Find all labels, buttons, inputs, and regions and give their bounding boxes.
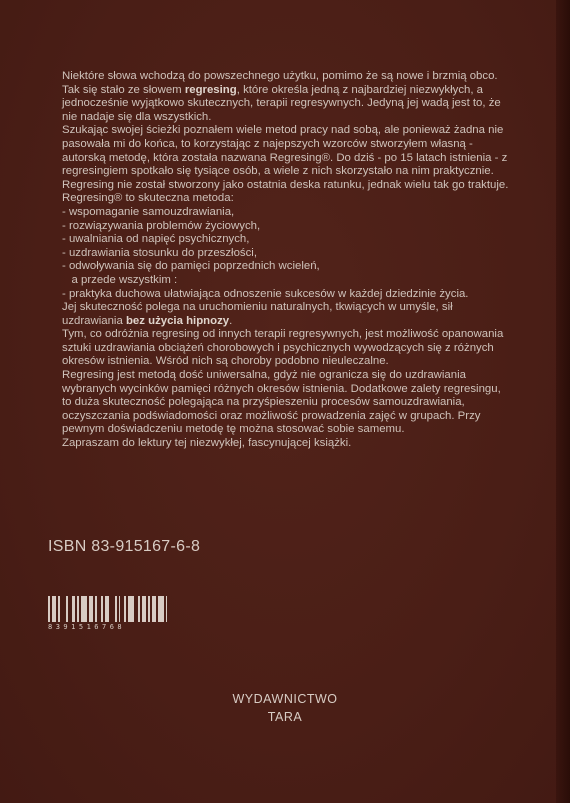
blurb-paragraph-5: Tym, co odróżnia regresing od innych terapii regresywnych, jest możliwość opanowania sztuki uzdrawiania obciążeń chorobowych i psychicznych wywodzących się z różnych okresów istnienia. Wśród nich są choroby podobno nieuleczalne. (62, 328, 504, 368)
blurb-paragraph-7: Zapraszam do lektury tej niezwykłej, fascynującej książki. (62, 437, 352, 450)
barcode-bar (167, 596, 171, 622)
publisher-line-1: WYDAWNICTWO (232, 692, 338, 706)
barcode (48, 596, 172, 622)
list-item: - rozwiązywania problemów życiowych, (62, 219, 261, 232)
cover-edge (556, 0, 570, 803)
blurb-paragraph-4: Jej skuteczność polega na uruchomieniu naturalnych, tkwiących w umyśle, sił uzdrawiania bez użycia hipnozy. (62, 301, 453, 327)
publisher-name (200, 690, 370, 726)
isbn-number: ISBN 83-915167-6-8 (48, 538, 201, 555)
list-item: - praktyka duchowa ułatwiająca odnoszenie sukcesów w każdej dziedzinie życia. (62, 287, 469, 300)
publisher-line-2: TARA (267, 710, 303, 724)
term-bez-hipnozy: bez użycia hipnozy (125, 314, 230, 327)
blurb-paragraph-3: Regresing® to skuteczna metoda: (62, 192, 234, 205)
blurb-paragraph-1: Niektóre słowa wchodzą do powszechnego użytku, pomimo że są nowe i brzmią obco. Tak się stało ze słowem regresing, które określa jedną z najbardziej niezwykłych, a jednocześnie wyjątkowo skutecznych, terapii regresywnych. Jedyną jej wadą jest to, że nie nadaje się dla wszystkich. (62, 70, 501, 123)
blurb-paragraph-6: Regresing jest metodą dość uniwersalna, gdyż nie ogranicza się do uzdrawiania wybranych wycinków pamięci różnych okresów istnienia. Dodatkowe zalety regresingu, to duża skuteczność polegająca na przyśpieszeniu procesów samouzdrawiania, oczyszczania podświadomości oraz możliwość prowadzenia zajęć w grupach. Przy pewnym doświadczeniu metodę tę można stosować sobie samemu. (62, 369, 501, 436)
list-item: - uwalniania od napięć psychicznych, (62, 233, 250, 246)
blurb-paragraph-2: Szukając swojej ścieżki poznałem wiele metod pracy nad sobą, ale ponieważ żadna nie pasowała mi do końca, to korzystając z najepszych wzorców stworzyłem własną -autorską metodę, która została nazwana Regresing®. Do dziś - po 15 latach istnienia - z regresingiem spotkało się tysiące osób, a wiele z nich skorzystało na nim praktycznie. Regresing nie został stworzony jako ostatnia deska ratunku, jednak wielu tak go traktuje. (62, 124, 509, 191)
list-item: - uzdrawiania stosunku do przeszłości, (62, 246, 257, 259)
barcode-digits: 8391516768 (48, 623, 126, 631)
list-item: - odwoływania się do pamięci poprzednich wcieleń, (62, 260, 320, 273)
list-item: a przede wszystkim : (62, 273, 178, 286)
term-regresing: regresing (184, 83, 237, 96)
blurb-text (62, 70, 512, 451)
list-item: - wspomaganie samouzdrawiania, (62, 205, 235, 218)
